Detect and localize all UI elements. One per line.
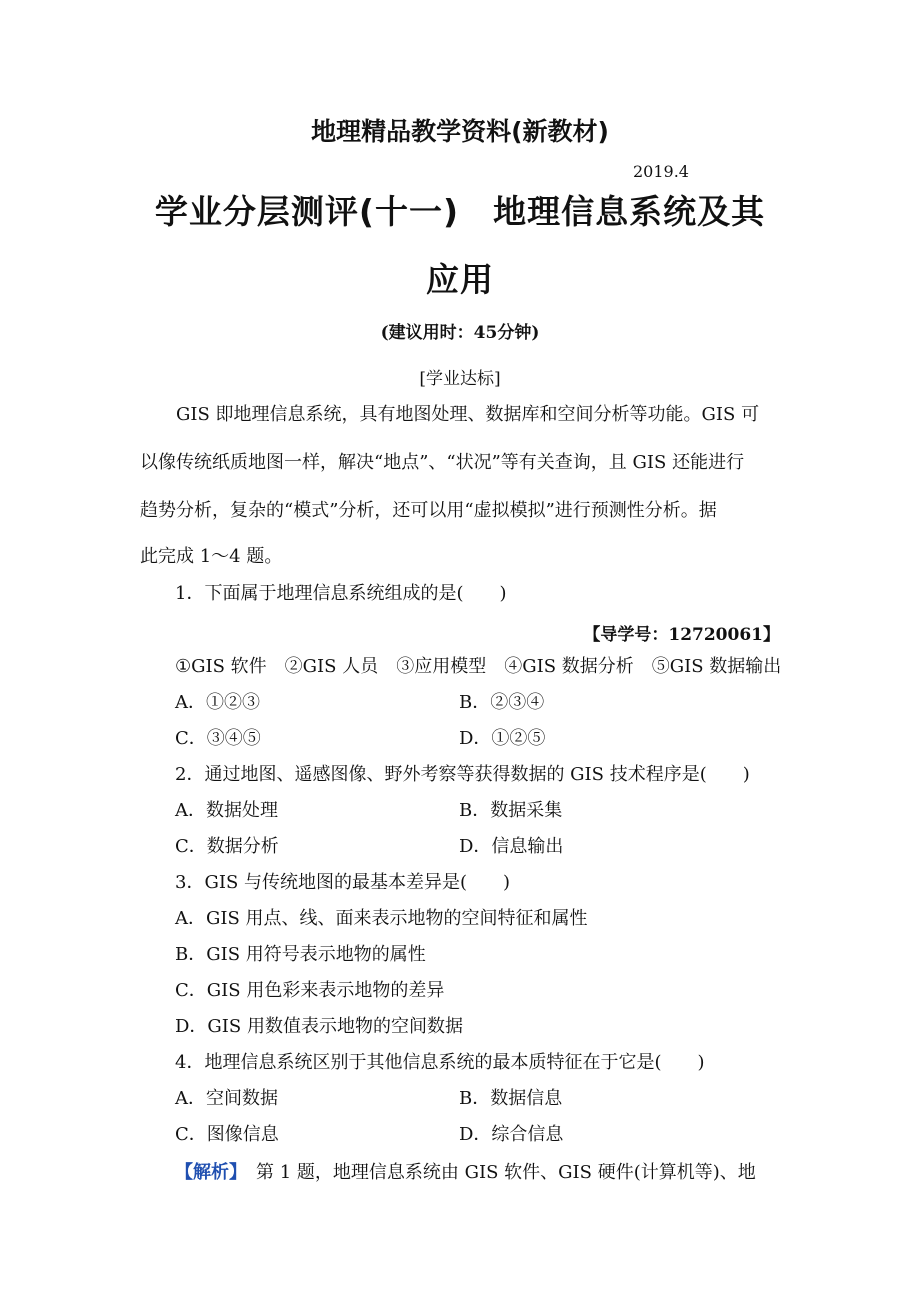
question-4-option-a: A．空间数据 — [175, 1088, 278, 1109]
question-2-option-d: D．信息输出 — [459, 836, 564, 857]
question-3-option-c: C．GIS 用色彩来表示地物的差异 — [175, 980, 445, 1001]
page-title-line-1: 学业分层测评(十一) 地理信息系统及其 — [154, 192, 766, 231]
section-heading: [学业达标] — [419, 369, 501, 389]
date-label: 2019.4 — [633, 162, 689, 181]
question-3-option-b: B．GIS 用符号表示地物的属性 — [175, 944, 426, 965]
question-1-stem: 1．下面属于地理信息系统组成的是( ) — [175, 583, 507, 604]
question-4-option-c: C．图像信息 — [175, 1124, 279, 1145]
intro-line: 此完成 1～4 题。 — [140, 546, 283, 567]
question-2-option-c: C．数据分析 — [175, 836, 279, 857]
question-2-option-a: A．数据处理 — [175, 800, 278, 821]
question-3-option-d: D．GIS 用数值表示地物的空间数据 — [175, 1016, 463, 1037]
reference-number-text: 【导学号：12720061】 — [583, 625, 780, 645]
question-4-stem: 4．地理信息系统区别于其他信息系统的最本质特征在于它是( ) — [175, 1052, 705, 1073]
analysis-label: 【解析】 — [175, 1162, 238, 1183]
question-4-option-b: B．数据信息 — [459, 1088, 563, 1109]
question-1-option-b: B．②③④ — [459, 692, 545, 713]
reference-number — [583, 620, 780, 645]
page-title-line-2: 应用 — [426, 260, 494, 299]
question-1-option-c: C．③④⑤ — [175, 728, 261, 749]
question-1-items: ①GIS 软件 ②GIS 人员 ③应用模型 ④GIS 数据分析 ⑤GIS 数据输出 — [175, 656, 782, 677]
question-4-option-d: D．综合信息 — [459, 1124, 564, 1145]
question-1-option-a: A．①②③ — [175, 692, 260, 713]
intro-line: GIS 即地理信息系统，具有地图处理、数据库和空间分析等功能。GIS 可 — [140, 404, 760, 425]
question-2-stem: 2．通过地图、遥感图像、野外考察等获得数据的 GIS 技术程序是( ) — [175, 764, 750, 785]
time-hint: (建议用时：45分钟) — [380, 323, 540, 343]
header-title: 地理精品教学资料(新教材) — [311, 117, 609, 146]
intro-line: 趋势分析，复杂的“模式”分析，还可以用“虚拟模拟”进行预测性分析。据 — [140, 500, 717, 521]
question-3-option-a: A．GIS 用点、线、面来表示地物的空间特征和属性 — [175, 908, 588, 929]
question-3-stem: 3．GIS 与传统地图的最基本差异是( ) — [175, 872, 511, 893]
intro-line: 以像传统纸质地图一样，解决“地点”、“状况”等有关查询，且 GIS 还能进行 — [140, 452, 745, 473]
analysis-line — [175, 1162, 756, 1184]
question-1-option-d: D．①②⑤ — [459, 728, 546, 749]
question-2-option-b: B．数据采集 — [459, 800, 563, 821]
analysis-text: 第 1 题，地理信息系统由 GIS 软件、GIS 硬件(计算机等)、地 — [238, 1162, 756, 1183]
